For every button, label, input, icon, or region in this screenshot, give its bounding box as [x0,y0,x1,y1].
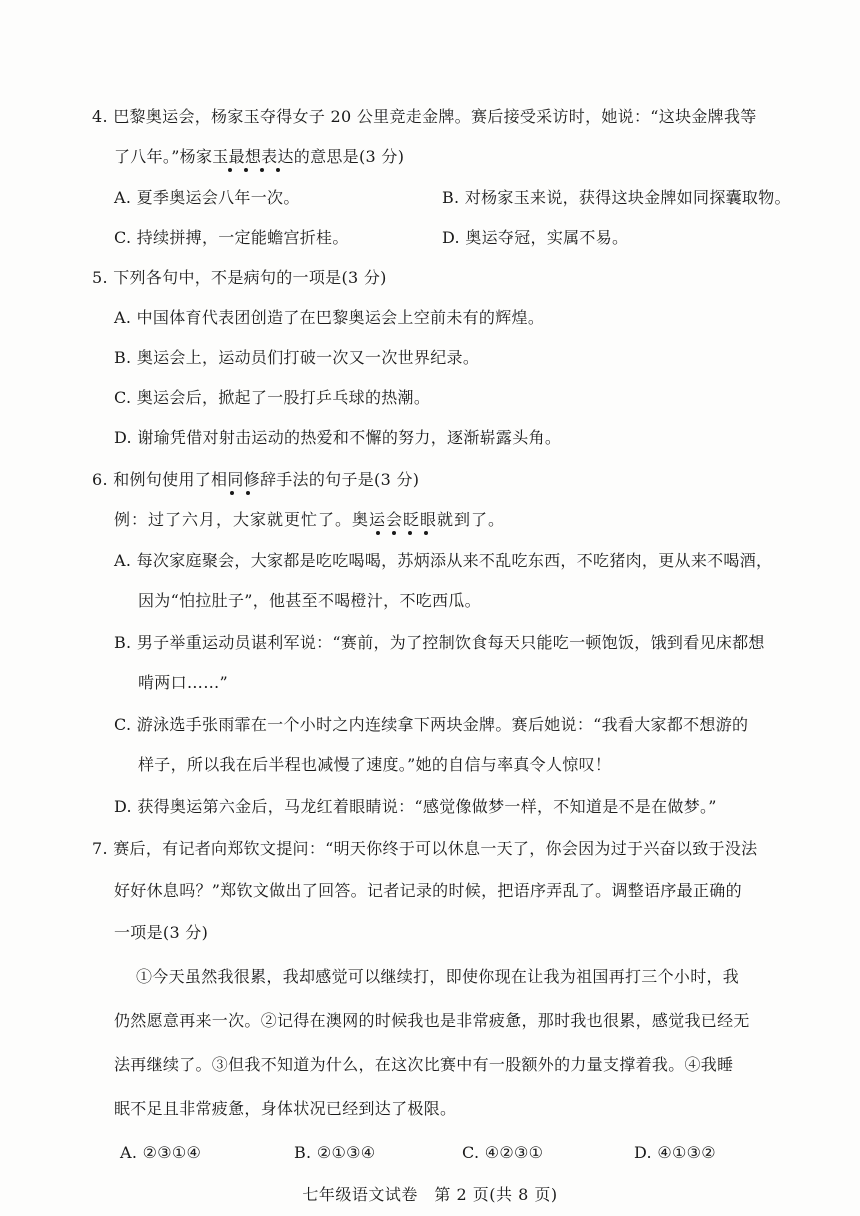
emphasis-dot [424,531,428,535]
q7-stem-line1: 7. 赛后，有记者向郑钦文提问：“明天你终于可以休息一天了，你会因为过于兴奋以致于没法 [92,839,758,858]
emphasis-dots [230,491,250,495]
q7-option-a: A. ②③①④ [120,1143,202,1162]
q7-stem-line3: 一项是(3 分) [114,923,209,942]
q4-option-d: D. 奥运夺冠，实属不易。 [442,228,629,247]
q6-example: 例：过了六月，大家就更忙了。奥运会眨眼就到了。 [114,510,506,529]
q5-option-b: B. 奥运会上，运动员们打破一次又一次世界纪录。 [114,348,480,367]
q4-option-b: B. 对杨家玉来说，获得这块金牌如同探囊取物。 [442,188,791,207]
q4-option-a: A. 夏季奥运会八年一次。 [114,188,300,207]
q6-option-a-line2: 因为“怕拉肚子”，他甚至不喝橙汁，不吃西瓜。 [138,591,481,610]
q6-option-b-line1: B. 男子举重运动员谌利军说：“赛前，为了控制饮食每天只能吃一顿饱饭，饿到看见床都想 [114,633,765,652]
emphasis-dot [244,168,248,172]
emphasis-dot [230,491,234,495]
q7-passage-line3: 法再继续了。③但我不知道为什么，在这次比赛中有一股额外的力量支撑着我。④我睡 [114,1055,734,1074]
q6-option-b-line2: 啃两口……” [138,673,228,692]
q4-stem-line2: 了八年。”杨家玉最想表达的意思是(3 分) [114,147,405,166]
emphasis-dot [276,168,280,172]
emphasis-dot [376,531,380,535]
q5-option-a: A. 中国体育代表团创造了在巴黎奥运会上空前未有的辉煌。 [114,308,545,327]
emphasis-dot [246,491,250,495]
emphasis-dot [260,168,264,172]
q6-option-d: D. 获得奥运第六金后，马龙红着眼睛说：“感觉像做梦一样，不知道是不是在做梦。” [114,797,717,816]
q4-stem-line1: 4. 巴黎奥运会，杨家玉夺得女子 20 公里竞走金牌。赛后接受采访时，她说：“这块金牌我等 [92,107,757,126]
q7-stem-line2: 好好休息吗？”郑钦文做出了回答。记者记录的时候，把语序弄乱了。调整语序最正确的 [114,881,742,900]
q7-passage-line4: 眠不足且非常疲惫，身体状况已经到达了极限。 [114,1099,457,1118]
q6-option-c-line2: 样子，所以我在后半程也减慢了速度。”她的自信与率真令人惊叹！ [138,755,612,774]
q6-option-c-line1: C. 游泳选手张雨霏在一个小时之内连续拿下两块金牌。赛后她说：“我看大家都不想游的 [114,715,749,734]
emphasis-dot [228,168,232,172]
q5-option-c: C. 奥运会后，掀起了一股打乒乓球的热潮。 [114,388,431,407]
q6-stem: 6. 和例句使用了相同修辞手法的句子是(3 分) [92,470,420,489]
emphasis-dots [228,168,280,172]
q7-option-d: D. ④①③② [634,1143,716,1162]
q7-option-c: C. ④②③① [462,1143,544,1162]
q6-option-a-line1: A. 每次家庭聚会，大家都是吃吃喝喝，苏炳添从来不乱吃东西，不吃猪肉，更从来不喝酒， [114,551,773,570]
emphasis-dot [408,531,412,535]
q4-option-c: C. 持续拼搏，一定能蟾宫折桂。 [114,228,349,247]
q5-stem: 5. 下列各句中，不是病句的一项是(3 分) [92,268,387,287]
q7-option-b: B. ②①③④ [294,1143,376,1162]
page-footer: 七年级语文试卷 第 2 页(共 8 页) [302,1185,558,1204]
emphasis-dots [376,531,428,535]
emphasis-dot [392,531,396,535]
q5-option-d: D. 谢瑜凭借对射击运动的热爱和不懈的努力，逐渐崭露头角。 [114,428,562,447]
q7-passage-line1: ①今天虽然我很累，我却感觉可以继续打，即使你现在让我为祖国再打三个小时，我 [136,967,740,986]
q7-passage-line2: 仍然愿意再来一次。②记得在澳网的时候我也是非常疲惫，那时我也很累，感觉我已经无 [114,1011,750,1030]
